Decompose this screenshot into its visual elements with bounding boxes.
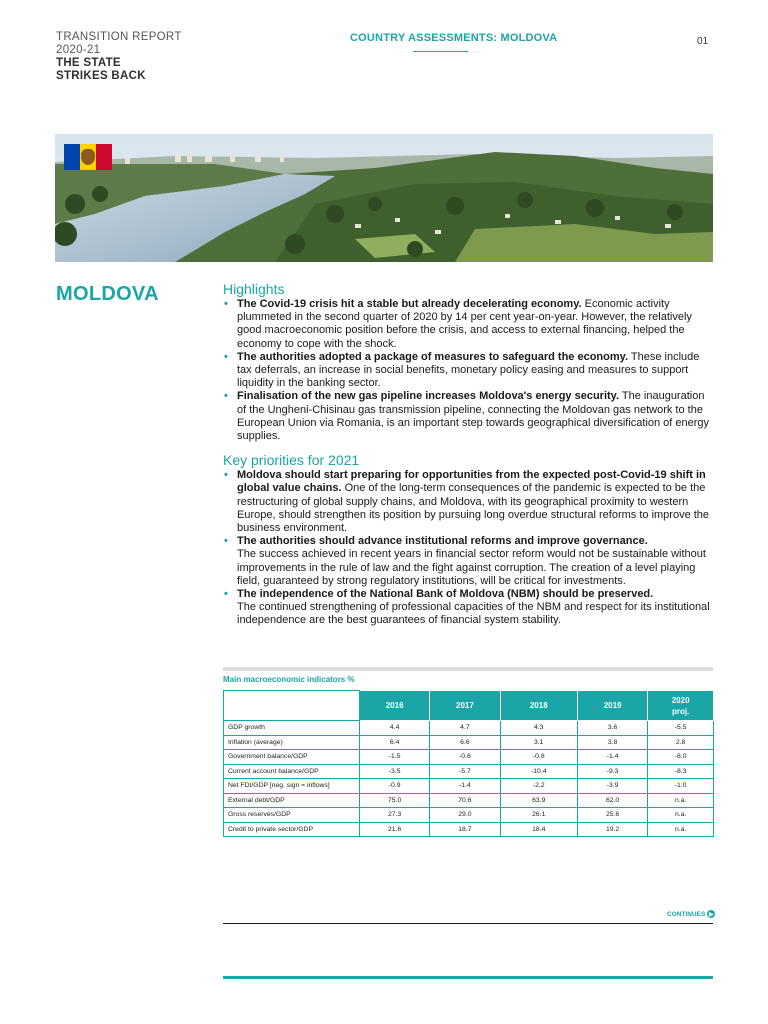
table-cell: 2.8 [648,735,714,750]
report-title-line2: STRIKES BACK [56,70,146,82]
highlight-text: Economic activity plummeted in the second quarter of 2020 by 14 per cent year-on-year. However, the relatively good macroeconomic position before the crisis, and access to external financing, helped the economy to cope with the shock. [237,298,692,350]
table-row [224,793,714,808]
table-cell: n.a. [648,808,714,823]
table-cell: -1.5 [360,750,430,765]
bullet-icon: • [224,588,228,601]
page-number: 01 [697,36,709,47]
row-label: Current account balance/GDP [224,764,360,779]
row-label: Inflation (average) [224,735,360,750]
bullet-icon: • [224,535,228,548]
bottom-accent-rule [223,976,713,979]
priority-text: One of the long-term consequences of the pandemic is expected to be the restructuring of global supply chains, and Moldova, with its geographical proximity to western Europe, should strengthen its position by pursuing long overdue structural reforms to improve the business environment. [237,482,710,535]
row-label: Credit to private sector/GDP [224,822,360,837]
priority-lead: The authorities should advance institutional reforms and improve governance. [237,535,648,548]
report-years: 2020-21 [56,44,101,56]
table-cell: -3.9 [577,779,647,794]
table-cell: -2.2 [500,779,577,794]
table-cell: -8.3 [648,764,714,779]
table-cell: 70.6 [430,793,500,808]
table-row [224,735,714,750]
year-header-proj [648,691,714,721]
table-cell: -5.5 [648,721,714,736]
table-cell: -0.9 [360,779,430,794]
priority-lead: Moldova should start preparing for opportunities from the expected post-Covid-19 shift in global value chains. [237,469,706,495]
macro-indicators-table [223,690,714,837]
table-cell: -10.4 [500,764,577,779]
highlight-lead: The Covid-19 crisis hit a stable but already decelerating economy. [237,298,582,310]
landscape-photo [55,134,713,262]
table-cell: -1.0 [648,779,714,794]
row-label: GDP growth [224,721,360,736]
table-cell: -8.0 [648,750,714,765]
priority-text: The success achieved in recent years in financial sector reform would not be sustainable without improvements in the rule of law and the fight against corruption. The creation of a level playing field, guaranteed by strong regulatory institutions, will be critical for investments. [237,548,706,587]
table-cell: 63.9 [500,793,577,808]
table-row [224,779,714,794]
highlights-list [223,298,715,443]
bullet-icon: • [224,350,228,363]
list-item [223,469,715,535]
table-cell: -1.4 [430,779,500,794]
table-body [224,721,714,837]
arrow-right-icon: ▶ [708,911,714,918]
list-item [223,535,715,588]
bullet-icon: • [224,390,228,403]
table-header-row [224,691,714,721]
table-title: Main macroeconomic indicators % [223,675,355,684]
table-cell: 4.7 [430,721,500,736]
highlight-lead: The authorities adopted a package of measures to safeguard the economy. [237,350,629,363]
table-cell: 6.6 [430,735,500,750]
table-cell: 18.7 [430,822,500,837]
main-content [223,281,715,628]
year-header: 2016 [360,691,430,721]
table-cell: 25.6 [577,808,647,823]
highlight-lead: Finalisation of the new gas pipeline increases Moldova's energy security. [237,390,620,403]
footer-rule [223,923,713,924]
table-row [224,822,714,837]
continues-link[interactable] [667,910,715,918]
table-cell: 62.0 [577,793,647,808]
table-cell: 3.8 [577,735,647,750]
list-item [223,390,715,443]
table-cell: -9.3 [577,764,647,779]
table-cell: 19.2 [577,822,647,837]
year-header: 2019 [577,691,647,721]
table-row [224,764,714,779]
table-cell: 29.0 [430,808,500,823]
proj-label: proj. [671,706,690,716]
table-cell: 26.1 [500,808,577,823]
continues-label: CONTINUES [667,910,706,918]
priority-lead: The independence of the National Bank of Moldova (NBM) should be preserved. [237,588,654,601]
table-cell: -5.7 [430,764,500,779]
row-label: Government balance/GDP [224,750,360,765]
row-label: Gross reserves/GDP [224,808,360,823]
list-item [223,588,715,628]
row-label: External debt/GDP [224,793,360,808]
country-title: MOLDOVA [56,283,159,305]
table-cell: -0.6 [430,750,500,765]
table-cell: 27.3 [360,808,430,823]
report-title-line1: THE STATE [56,57,121,69]
table-cell: 6.4 [360,735,430,750]
table-cell: 4.3 [500,721,577,736]
section-title: COUNTRY ASSESSMENTS: MOLDOVA [350,32,558,44]
highlights-title: Highlights [223,281,285,297]
coat-of-arms-icon [81,149,95,165]
row-label: Net FDI/GDP [neg. sign = inflows] [224,779,360,794]
report-name: TRANSITION REPORT [56,31,182,43]
year-header: 2017 [430,691,500,721]
bullet-icon: • [224,469,228,482]
list-item [223,351,715,391]
table-cell: 3.6 [577,721,647,736]
table-top-bar [223,667,713,671]
priorities-list [223,469,715,627]
year-label: 2020 [671,695,690,705]
bullet-icon: • [224,298,228,310]
table-row [224,721,714,736]
list-item [223,298,715,351]
highlight-text: The inauguration of the Ungheni-Chisinau gas transmission pipeline, connecting the Moldovan gas network to the European Union via Romania, is an important step towards geographical diversification of energy supplies. [237,390,710,443]
year-header: 2018 [500,691,577,721]
table-cell: 18.4 [500,822,577,837]
highlight-text: These include tax deferrals, an increase in social benefits, monetary policy easing and measures to support liquidity in the banking sector. [237,350,700,390]
table-cell: n.a. [648,822,714,837]
priorities-title: Key priorities for 2021 [223,452,360,469]
table-cell: n.a. [648,793,714,808]
table-cell: 3.1 [500,735,577,750]
table-cell: -0.8 [500,750,577,765]
section-underline [413,51,468,52]
table-row [224,808,714,823]
table-cell: 21.6 [360,822,430,837]
table-cell: -3.5 [360,764,430,779]
report-header [56,31,182,83]
table-cell: -1.4 [577,750,647,765]
table-cell: 4.4 [360,721,430,736]
table-row [224,750,714,765]
priority-text: The continued strengthening of professional capacities of the NBM and respect for its institutional independence are the best guarantees of financial system stability. [237,601,710,627]
table-header-blank [224,691,360,721]
table-cell: 75.0 [360,793,430,808]
